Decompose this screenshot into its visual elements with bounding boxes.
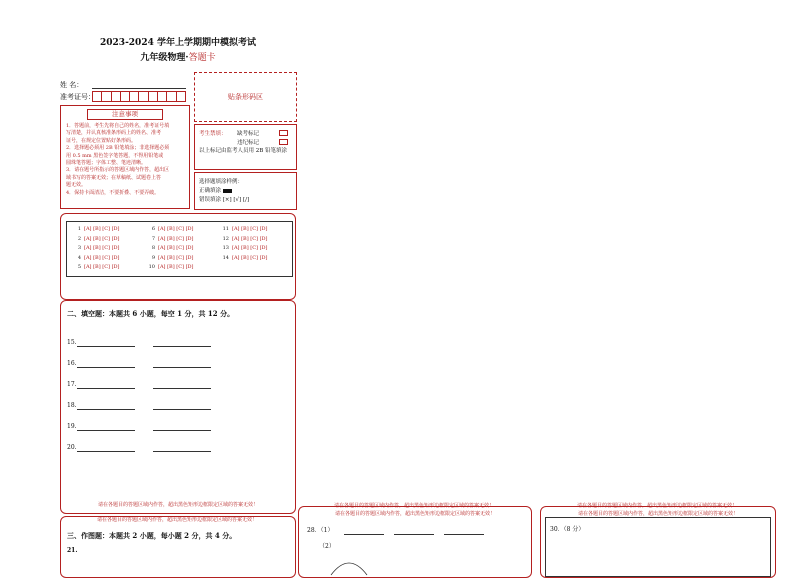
choice-options[interactable]: [A] [B] [C] [D] — [84, 264, 120, 270]
answer-region-right — [540, 506, 776, 578]
notice-title: 注意事项 — [87, 109, 163, 120]
choice-row[interactable] — [219, 255, 268, 261]
choice-number: 13 — [222, 245, 229, 251]
answer-blank[interactable] — [77, 367, 135, 368]
answer-line[interactable] — [394, 534, 434, 535]
choice-number: 9 — [151, 254, 155, 261]
notice-line: 写清楚，并认真核准条形码上的姓名、准考 — [66, 130, 162, 137]
draw-section-heading: 三、作图题：本题共 2 小题，每小题 2 分，共 4 分。 — [67, 531, 237, 540]
barcode-area — [194, 72, 297, 122]
choice-number: 14 — [222, 254, 229, 261]
notice-line: 2．选择题必须用 2B 铅笔填涂；非选择题必须 — [66, 145, 170, 152]
notice-line: 题无效。 — [66, 182, 87, 189]
exam-status-note: 以上标记由监考人员用 2B 铅笔填涂 — [199, 148, 288, 154]
answer-region-middle — [298, 506, 532, 578]
id-cell[interactable] — [166, 91, 175, 102]
choice-options[interactable]: [A] [B] [C] [D] — [84, 254, 120, 261]
partial-circuit-figure — [329, 555, 369, 577]
id-cell[interactable] — [101, 91, 110, 102]
notice-line: 用 0.5 mm 黑色签字笔答题，不得用铅笔或 — [66, 152, 164, 159]
subtitle-separator: · — [185, 53, 189, 63]
fill-question-number: 18. — [67, 402, 77, 409]
answer-blank[interactable] — [77, 388, 135, 389]
id-label: 准考证号： — [60, 93, 95, 101]
page-title: 2023-2024 学年上学期期中模拟考试 — [100, 38, 256, 48]
subject-label: 九年级物理 — [140, 53, 186, 63]
id-cell[interactable] — [129, 91, 138, 102]
choice-options[interactable]: [A] [B] [C] [D] — [232, 226, 268, 232]
question-28-label: 28．（1） — [307, 527, 334, 534]
id-number-boxes[interactable] — [92, 91, 186, 102]
choice-options[interactable]: [A] [B] [C] [D] — [158, 245, 194, 251]
choice-options[interactable]: [A] [B] [C] [D] — [158, 226, 194, 232]
absent-checkbox[interactable] — [279, 130, 288, 136]
choice-row[interactable] — [71, 236, 120, 242]
name-label: 姓 名： — [60, 81, 84, 89]
choice-row[interactable] — [145, 264, 194, 270]
correct-fill: 正确填涂 — [199, 186, 232, 194]
name-field[interactable] — [92, 88, 186, 89]
fill-blank-section — [60, 300, 296, 514]
choice-row[interactable] — [71, 226, 120, 232]
boundary-warning: 请在各题目的答题区域内作答，超出黑色矩形边框限定区域的答案无效！ — [97, 502, 258, 508]
fill-sample-title: 选择题填涂样例： — [199, 179, 244, 185]
choice-row[interactable] — [219, 245, 268, 251]
answer-blank[interactable] — [153, 388, 211, 389]
choice-options[interactable]: [A] [B] [C] [D] — [84, 235, 120, 242]
answer-blank[interactable] — [153, 409, 211, 410]
choice-row[interactable] — [145, 255, 194, 261]
notice-line: 4．保持卡面清洁，不要折叠、不要弄破。 — [66, 189, 160, 196]
boundary-warning: 请在各题目的答题区域内作答，超出黑色矩形边框限定区域的答案无效！ — [96, 517, 257, 523]
choice-number: 2 — [77, 235, 81, 242]
answer-blank[interactable] — [77, 451, 135, 452]
choice-number: 8 — [151, 245, 155, 251]
choice-row[interactable] — [145, 236, 194, 242]
choice-grid — [66, 221, 293, 277]
drawing-section — [60, 516, 296, 578]
choice-row[interactable] — [71, 245, 120, 251]
answer-blank[interactable] — [77, 409, 135, 410]
fill-question-number: 15. — [67, 339, 77, 346]
fill-section-heading: 二、填空题：本题共 6 小题，每空 1 分，共 12 分。 — [67, 309, 235, 318]
id-cell[interactable] — [138, 91, 147, 102]
answer-blank[interactable] — [153, 367, 211, 368]
answer-blank[interactable] — [153, 430, 211, 431]
choice-options[interactable]: [A] [B] [C] [D] — [158, 264, 194, 270]
question-21-label: 21. — [67, 547, 78, 554]
question-30-box[interactable] — [545, 517, 771, 577]
question-30-label: 30．（8 分） — [550, 526, 585, 533]
notice-box — [60, 105, 190, 209]
choice-options[interactable]: [A] [B] [C] [D] — [84, 226, 120, 232]
id-cell[interactable] — [148, 91, 157, 102]
notice-line: 证号，在规定位置贴好条形码。 — [66, 137, 137, 144]
choice-row[interactable] — [145, 245, 194, 251]
exam-status-label: 考生禁填： — [199, 131, 227, 137]
choice-options[interactable]: [A] [B] [C] [D] — [232, 254, 268, 261]
choice-number: 4 — [77, 254, 81, 261]
exam-status-box — [194, 124, 297, 170]
answer-line[interactable] — [444, 534, 484, 535]
violation-mark-label: 违纪标记 — [237, 140, 260, 146]
choice-number: 10 — [148, 264, 155, 270]
choice-number: 1 — [77, 226, 81, 232]
choice-row[interactable] — [71, 264, 120, 270]
answer-blank[interactable] — [77, 430, 135, 431]
answer-blank[interactable] — [153, 346, 211, 347]
choice-number: 6 — [151, 226, 155, 232]
choice-row[interactable] — [145, 226, 194, 232]
card-label: 答题卡 — [188, 53, 216, 63]
boundary-warning: 请在各题目的答题区域内作答，超出黑色矩形边框限定区域的答案无效！ — [334, 511, 495, 517]
boundary-warning: 请在各题目的答题区域内作答，超出黑色矩形边框限定区域的答案无效！ — [333, 503, 494, 509]
fill-question-number: 19. — [67, 423, 77, 430]
choice-row[interactable] — [219, 236, 268, 242]
fill-question-number: 17. — [67, 381, 77, 388]
fill-question-number: 20. — [67, 444, 77, 451]
fill-question-number: 16. — [67, 360, 77, 367]
choice-number: 5 — [77, 264, 81, 270]
id-cell[interactable] — [157, 91, 166, 102]
choice-options[interactable]: [A] [B] [C] [D] — [84, 245, 120, 251]
id-cell[interactable] — [176, 91, 186, 102]
question-28-part-2-label: （2） — [319, 543, 335, 550]
wrong-marks: [×] [√] [/] — [222, 197, 250, 203]
boundary-warning: 请在各题目的答题区域内作答，超出黑色矩形边框限定区域的答案无效！ — [577, 511, 738, 517]
choice-options[interactable]: [A] [B] [C] [D] — [232, 245, 268, 251]
choice-number: 12 — [222, 235, 229, 242]
solid-mark-icon — [223, 189, 232, 193]
choice-row[interactable] — [219, 226, 268, 232]
choice-options[interactable]: [A] [B] [C] [D] — [232, 235, 268, 242]
boundary-warning: 请在各题目的答题区域内作答，超出黑色矩形边框限定区域的答案无效！ — [576, 503, 737, 509]
choice-number: 3 — [77, 245, 81, 251]
notice-line: 圆珠笔答题；字体工整、笔迹清晰。 — [66, 160, 147, 167]
choice-row[interactable] — [71, 255, 120, 261]
answer-blank[interactable] — [77, 346, 135, 347]
id-cell[interactable] — [111, 91, 120, 102]
fill-sample-box — [194, 172, 297, 210]
notice-line: 1．答题前，考生先将自己的姓名，准考证号填 — [66, 123, 170, 129]
choice-number: 7 — [151, 235, 155, 242]
barcode-label: 贴条形码区 — [228, 93, 263, 101]
id-cell[interactable] — [92, 91, 101, 102]
notice-body — [61, 120, 189, 197]
page-subtitle — [60, 50, 296, 63]
notice-line: 3．请在题号所指示的答题区域内作答，超出区 — [66, 167, 170, 174]
choice-options[interactable]: [A] [B] [C] [D] — [158, 254, 194, 261]
wrong-fill: 错误填涂 [×] [√] [/] — [199, 197, 250, 203]
id-cell[interactable] — [120, 91, 129, 102]
choice-options[interactable]: [A] [B] [C] [D] — [158, 235, 194, 242]
violation-checkbox[interactable] — [279, 139, 288, 145]
answer-line[interactable] — [344, 534, 384, 535]
choice-number: 11 — [222, 226, 229, 232]
answer-blank[interactable] — [153, 451, 211, 452]
absent-mark-label: 缺考标记 — [237, 131, 260, 137]
notice-line: 域书写的答案无效；在草稿纸、试题卷上答 — [66, 174, 162, 181]
